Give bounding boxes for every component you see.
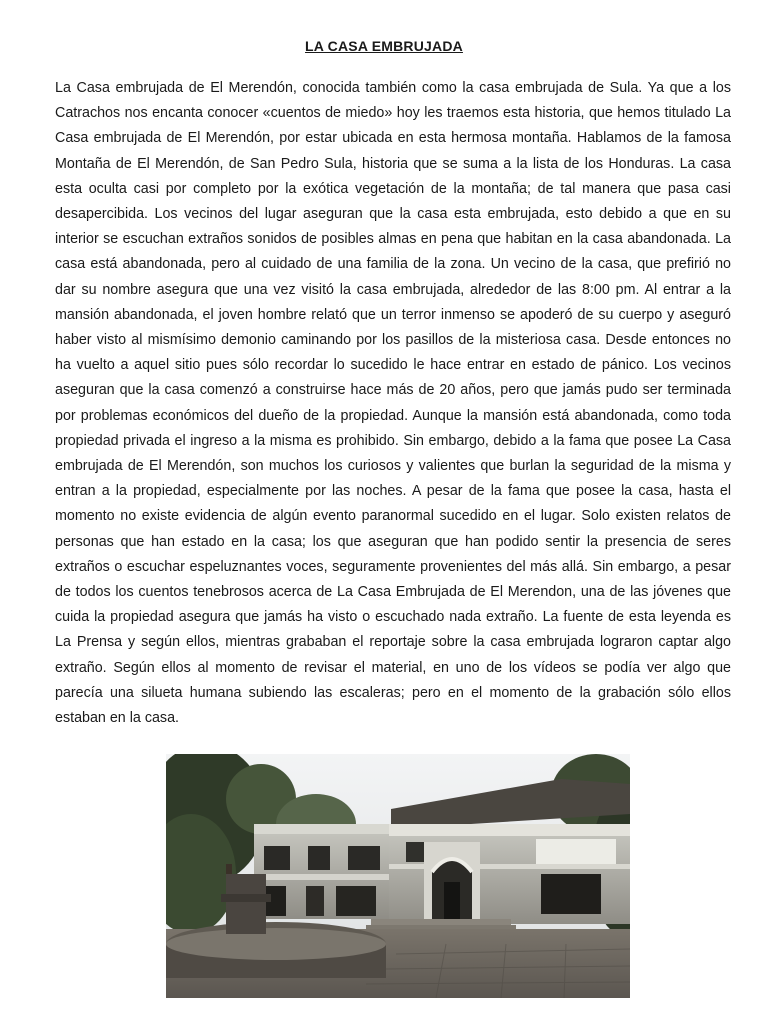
haunted-house-photo: [166, 754, 630, 998]
arched-entrance: [424, 842, 480, 922]
document-body: La Casa embrujada de El Merendón, conocida también como la casa embrujada de Sula. Ya que a los Catrachos nos encanta conocer «cuentos de miedo» hoy les traemos esta historia, que hemos titulado La Casa embrujada de El Merendón, por estar ubicada en esta hermosa montaña. Hablamos de la famosa Montaña de El Merendón, de San Pedro Sula, historia que se suma a la lista de los Honduras. La casa esta oculta casi por completo por la exótica vegetación de la montaña; de tal manera que pasa casi desapercibida. Los vecinos del lugar aseguran que la casa esta embrujada, esto debido a que en su interior se escuchan extraños sonidos de posibles almas en pena que habitan en la casa abandonada. La casa está abandonada, pero al cuidado de una familia de la zona. Un vecino de la casa, que prefirió no dar su nombre asegura que una vez visitó la casa embrujada, alrededor de las 8:00 pm. Al entrar a la mansión abandonada, el joven hombre relató que un terror inmenso se apoderó de su cuerpo y aseguró haber visto al mismísimo demonio caminando por los pasillos de la misteriosa casa. Desde entonces no ha vuelto a aquel sitio pues sólo recordar lo sucedido le hace entrar en estado de pánico. Los vecinos aseguran que la casa comenzó a construirse hace más de 20 años, pero que jamás pudo ser terminada por problemas económicos del dueño de la propiedad. Aunque la mansión está abandonada, como toda propiedad privada el ingreso a la misma es prohibido. Sin embargo, debido a la fama que posee La Casa embrujada de El Merendón, son muchos los curiosos y valientes que burlan la seguridad de la misma y entran a la propiedad, especialmente por las noches. A pesar de la fama que posee la casa, hasta el momento no existe evidencia de algún evento paranormal sucedido en el lugar. Solo existen relatos de personas que han estado en la casa; los que aseguran que han podido sentir la presencia de seres extraños o escuchar espeluznantes voces, seguramente provenientes del más allá. Sin embargo, a pesar de todos los cuentos tenebrosos acerca de La Casa Embrujada de El Merendon, una de las jóvenes que cuida la propiedad asegura que jamás ha visto o escuchado nada extraño. La fuente de esta leyenda es La Prensa y según ellos, mientras grababan el reportaje sobre la casa embrujada lograron captar algo extraño. Según ellos al momento de revisar el material, en uno de los vídeos se podía ver algo que parecía una silueta humana subiendo las escaleras; pero en el momento de la grabación sólo ellos estaban en la casa.: [55, 80, 731, 727]
house-left-wing: [254, 824, 389, 919]
document-title: LA CASA EMBRUJADA: [305, 38, 463, 54]
